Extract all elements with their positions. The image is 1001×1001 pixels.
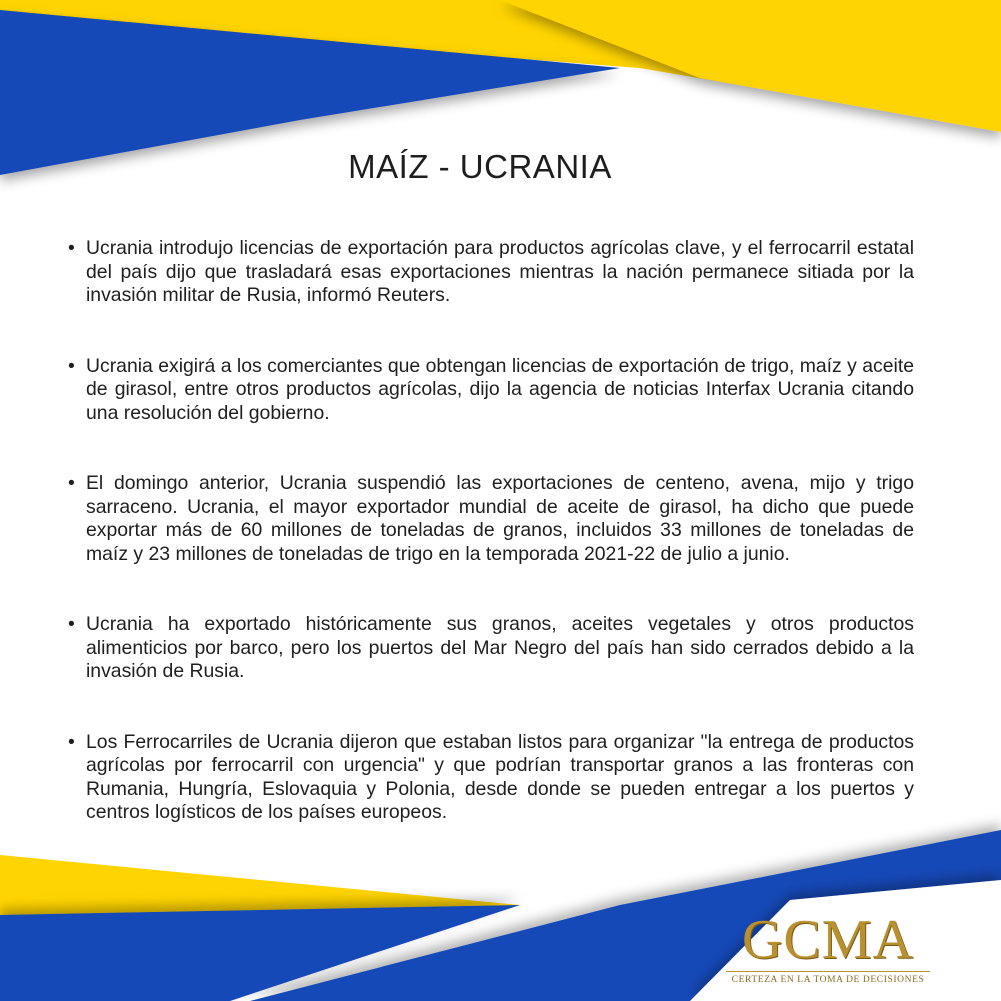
bullet-text: Los Ferrocarriles de Ucrania dijeron que estaban listos para organizar "la entrega de productos agrícolas por ferrocarril con urgencia" y que podrían transportar granos a las fronteras con Rumania, Hungría, Eslovaquia y Polonia, desde donde se pueden entregar a los puertos y centros logísticos de los países europeos. [86,730,914,823]
bullet-dot-icon: • [68,237,75,259]
bullet-dot-icon: • [68,472,75,494]
bullet-text: Ucrania ha exportado históricamente sus granos, aceites vegetales y otros productos alimenticios por barco, pero los puertos del Mar Negro del país han sido cerrados debido a la invasión de Rusia. [86,613,914,682]
gcma-logo [712,909,944,985]
bullet-dot-icon: • [68,730,75,753]
list-item [66,613,914,684]
list-item [66,355,914,426]
bullet-text: El domingo anterior, Ucrania suspendió las exportaciones de centeno, avena, mijo y trigo sarraceno. Ucrania, el mayor exportador mundial de aceite de girasol, ha dicho que puede exportar más de 60 millones de toneladas de granos, incluidos 33 millones de toneladas de maíz y 23 millones de toneladas de trigo en la temporada 2021-22 de julio a junio. [86,472,914,565]
logo-tagline: CERTEZA EN LA TOMA DE DECISIONES [731,975,925,985]
bullet-dot-icon: • [68,354,75,377]
bullet-list [66,237,914,825]
bullet-text: Ucrania introdujo licencias de exportación para productos agrícolas clave, y el ferrocarril estatal del país dijo que trasladará esas exportaciones mientras la nación permanece sitiada por la invasión militar de Rusia, informó Reuters. [86,237,914,306]
page-title: MAÍZ - UCRANIA [348,148,612,185]
logo-wordmark: GCMA [741,909,915,971]
bullet-dot-icon: • [68,613,75,635]
list-item [66,472,914,566]
list-item [66,731,914,825]
bullet-text: Ucrania exigirá a los comerciantes que obtengan licencias de exportación de trigo, maíz y aceite de girasol, entre otros productos agrícolas, dijo la agencia de noticias Interfax Ucrania citando una resolución del gobierno. [86,354,914,424]
logo-divider [726,971,930,972]
list-item [66,237,914,308]
